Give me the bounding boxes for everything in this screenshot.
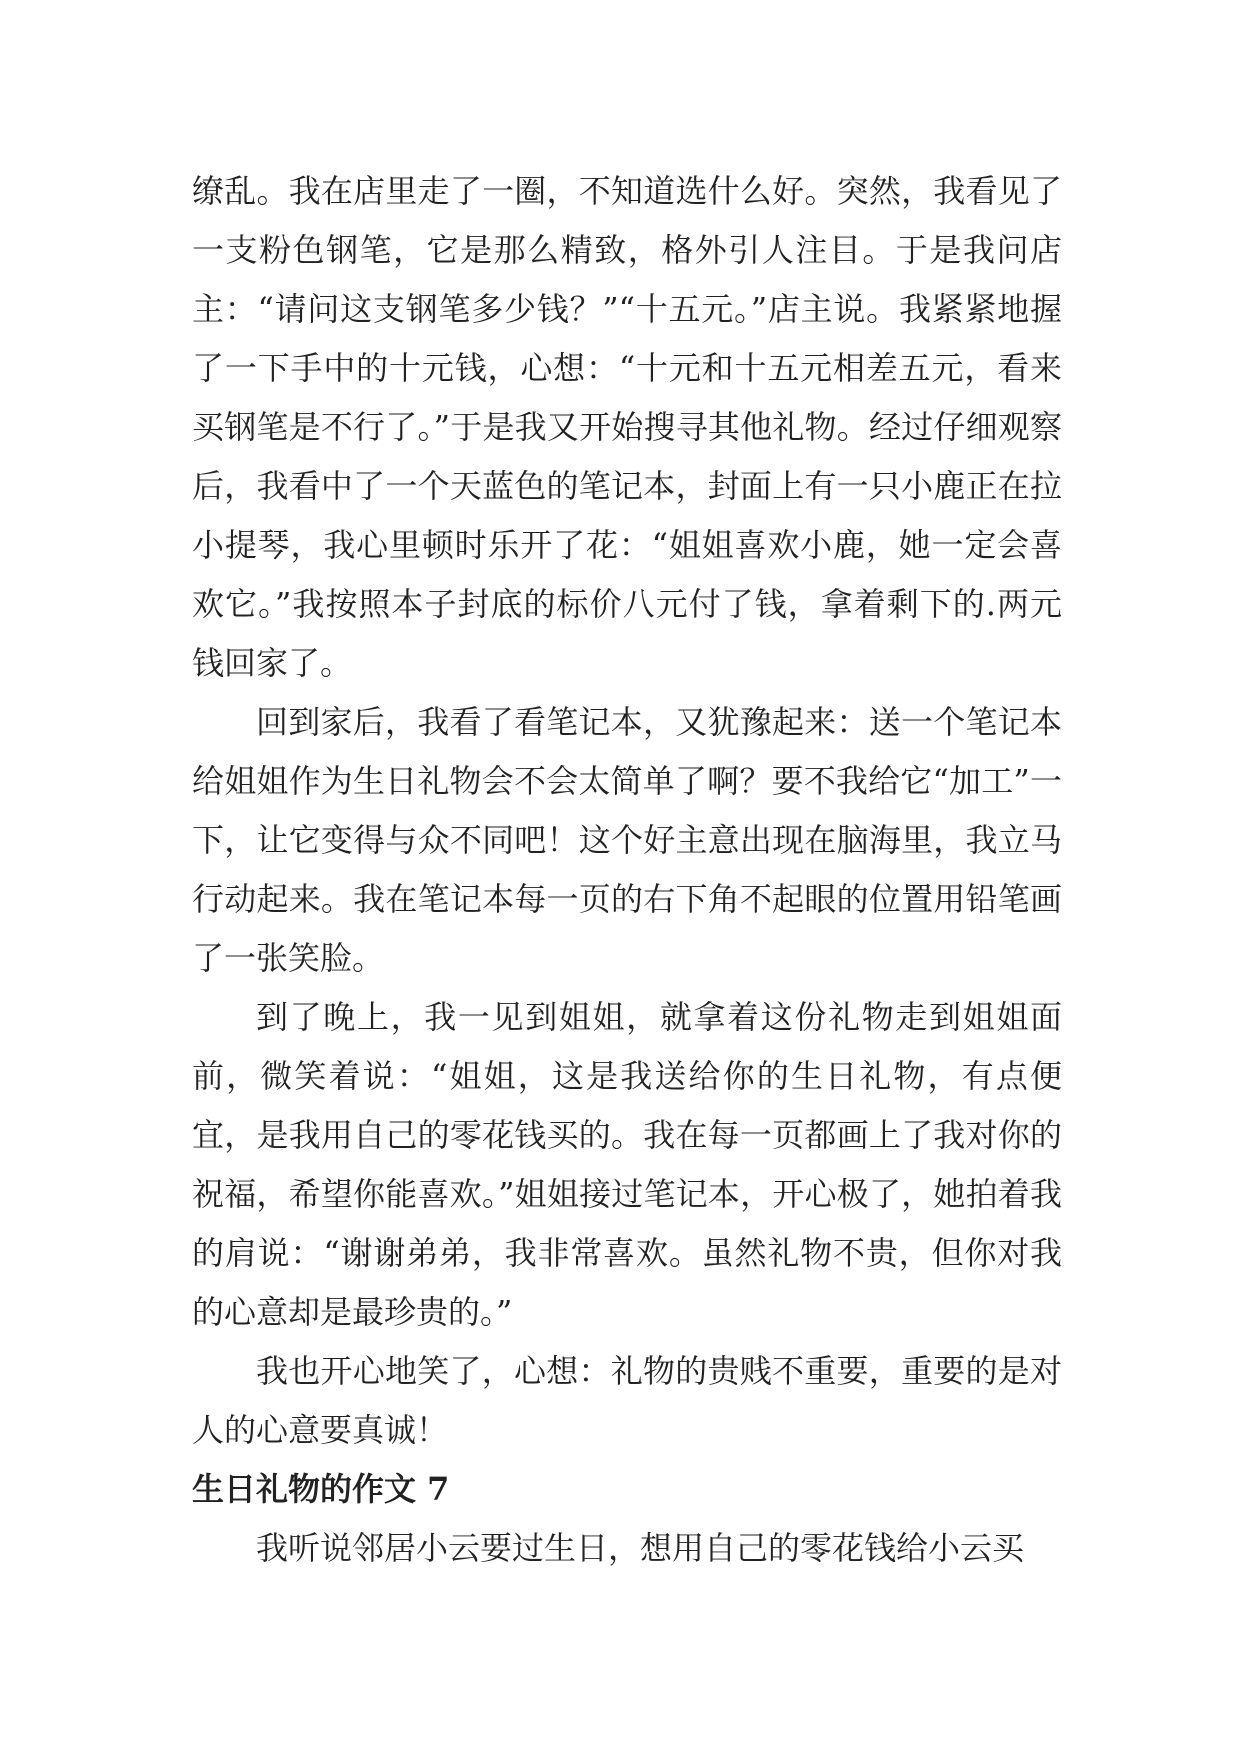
- paragraph-conclusion: 我也开心地笑了，心想：礼物的贵贱不重要，重要的是对人的心意要真诚！: [192, 1352, 1062, 1449]
- paragraph-next-essay: 我听说邻居小云要过生日，想用自己的零花钱给小云买: [256, 1529, 1025, 1567]
- document-page: [192, 162, 1062, 1578]
- paragraph-evening: 到了晚上，我一见到姐姐，就拿着这份礼物走到姐姐面前，微笑着说：“姐姐，这是我送给你的生日礼物，有点便宜，是我用自己的零花钱买的。我在每一页都画上了我对你的祝福，希望你能喜欢。”姐姐接过笔记本，开心极了，她拍着我的肩说：“谢谢弟弟，我非常喜欢。虽然礼物不贵，但你对我的心意却是最珍贵的。”: [192, 998, 1062, 1331]
- paragraph-back-home: 回到家后，我看了看笔记本，又犹豫起来：送一个笔记本给姐姐作为生日礼物会不会太简单了啊？要不我给它“加工”一下，让它变得与众不同吧！这个好主意出现在脑海里，我立马行动起来。我在笔记本每一页的右下角不起眼的位置用铅笔画了一张笑脸。: [192, 703, 1062, 977]
- section-heading: 生日礼物的作文 7: [192, 1470, 450, 1508]
- paragraph-continuation: 缭乱。我在店里走了一圈，不知道选什么好。突然，我看见了一支粉色钢笔，它是那么精致，格外引人注目。于是我问店主：“请问这支钢笔多少钱？”“十五元。”店主说。我紧紧地握了一下手中的十元钱，心想：“十元和十五元相差五元，看来买钢笔是不行了。”于是我又开始搜寻其他礼物。经过仔细观察后，我看中了一个天蓝色的笔记本，封面上有一只小鹿正在拉小提琴，我心里顿时乐开了花：“姐姐喜欢小鹿，她一定会喜欢它。”我按照本子封底的标价八元付了钱，拿着剩下的.两元钱回家了。: [192, 172, 1062, 682]
